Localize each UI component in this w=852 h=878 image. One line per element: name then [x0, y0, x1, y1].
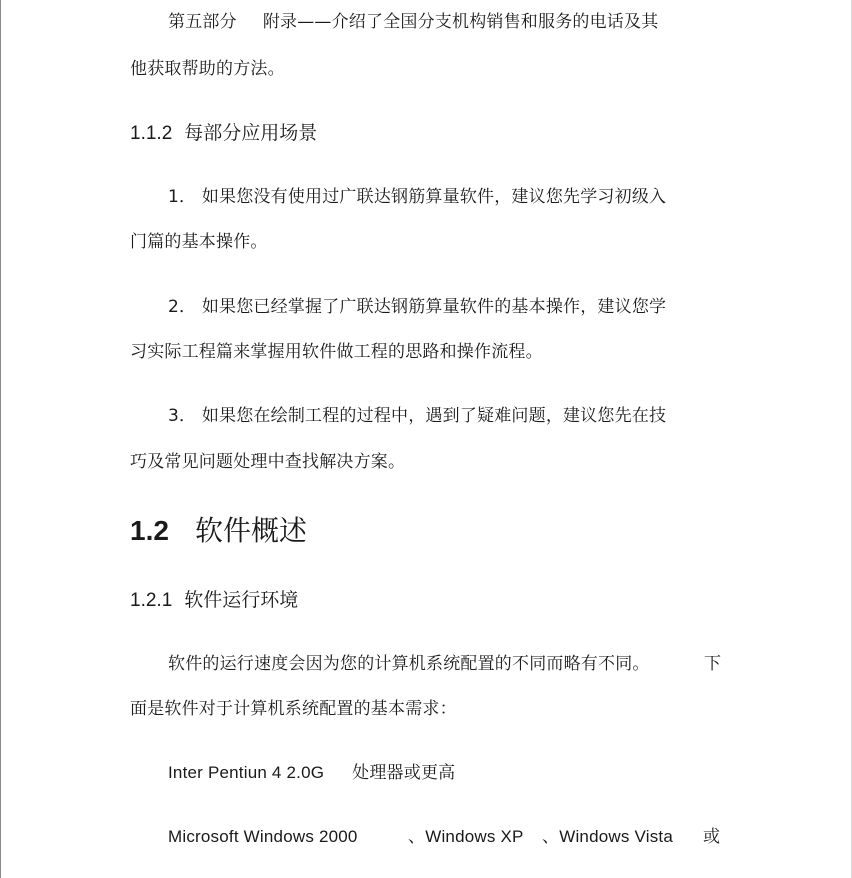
os-requirement-part-2 [408, 826, 524, 848]
os-vista: Windows Vista [559, 827, 673, 846]
os-win2000: Microsoft Windows 2000 [168, 827, 358, 846]
scenario-2-line-2: 习实际工程篇来掌握用软件做工程的思路和操作流程。 [130, 342, 543, 362]
intro-line-1 [168, 653, 650, 675]
scenario-1-line-1 [168, 186, 666, 208]
section-heading-1-2-1 [130, 588, 298, 613]
page-left-border [0, 0, 1, 878]
section-number: 1.1.2 [130, 123, 173, 144]
scenario-text: 如果您已经掌握了广联达钢筋算量软件的基本操作，建议您学 [201, 297, 667, 317]
intro-text: 软件的运行速度会因为您的计算机系统配置的不同而略有不同。 [168, 654, 650, 674]
section-title: 软件概述 [194, 514, 307, 547]
section-number: 1.2.1 [130, 590, 173, 611]
os-requirement-part-3 [542, 826, 673, 848]
scenario-3-line-2: 巧及常见问题处理中查找解决方案。 [130, 452, 406, 472]
scenario-3-line-1 [168, 405, 666, 427]
scenario-1-line-2: 门篇的基本操作。 [130, 232, 268, 252]
os-separator: 、 [408, 827, 426, 847]
scenario-text: 如果您在绘制工程的过程中，遇到了疑难问题，建议您先在技 [201, 406, 667, 426]
section-number: 1.2 [130, 515, 169, 546]
section-heading-1-2 [130, 514, 307, 548]
intro-line-1-tail: 下 [704, 654, 722, 674]
os-winxp: Windows XP [425, 827, 524, 846]
scenario-number: 1． [168, 187, 197, 207]
scenario-number: 3． [168, 406, 197, 426]
cpu-text: 处理器或更高 [352, 763, 456, 783]
section-title: 软件运行环境 [184, 589, 299, 611]
section-title: 每部分应用场景 [184, 122, 318, 144]
cpu-model: Inter Pentiun 4 2.0G [168, 763, 325, 782]
part5-label: 第五部分 [168, 12, 237, 32]
scenario-text: 如果您没有使用过广联达钢筋算量软件，建议您先学习初级入 [201, 187, 667, 207]
section-heading-1-1-2 [130, 121, 317, 146]
os-separator: 、 [542, 827, 560, 847]
intro-line-2: 面是软件对于计算机系统配置的基本需求： [130, 699, 457, 719]
part5-line-1 [168, 11, 658, 33]
cpu-requirement [168, 762, 455, 784]
scenario-2-line-1 [168, 296, 666, 318]
os-requirement-tail: 或 [703, 827, 721, 847]
part5-text: 附录——介绍了全国分支机构销售和服务的电话及其 [262, 12, 659, 32]
scenario-number: 2． [168, 297, 197, 317]
part5-line-2: 他获取帮助的方法。 [130, 59, 285, 79]
os-requirement [168, 826, 358, 848]
